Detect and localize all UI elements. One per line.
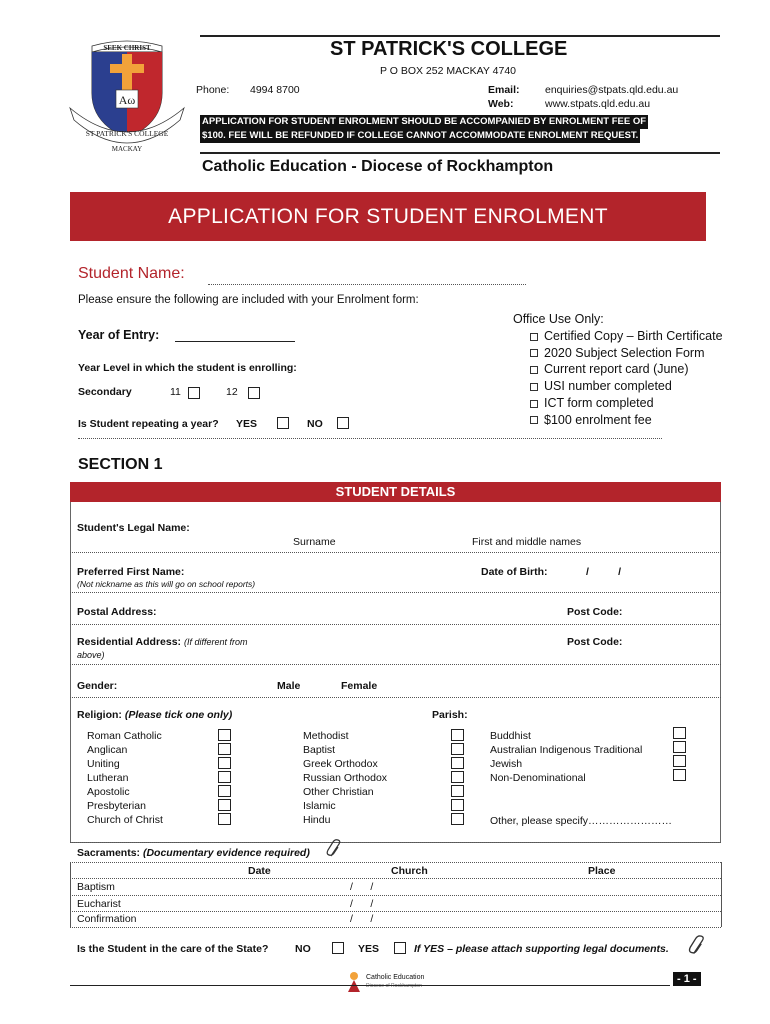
legal-name-field[interactable] (70, 552, 721, 553)
year-of-entry-label: Year of Entry: (78, 328, 160, 342)
residential-postcode-label: Post Code: (567, 636, 623, 648)
first-middle-label: First and middle names (472, 536, 582, 548)
office-use-item[interactable]: 2020 Subject Selection Form (530, 345, 723, 362)
residential-note: above) (77, 650, 105, 660)
gender-female-option[interactable]: Female (341, 680, 378, 692)
religion-option-label: Anglican (87, 744, 128, 756)
surname-label: Surname (293, 536, 336, 548)
header-bottom-rule (200, 152, 720, 154)
sac-date-header: Date (248, 865, 271, 877)
religion-checkbox[interactable] (451, 813, 464, 825)
form-title-bar (70, 192, 706, 241)
postal-address-field[interactable] (70, 624, 721, 625)
office-use-item[interactable]: ICT form completed (530, 395, 723, 412)
religion-option-label: Baptist (303, 744, 336, 756)
phone-label: Phone: (196, 84, 230, 96)
web-value: www.stpats.qld.edu.au (545, 98, 651, 110)
phone-value: 4994 8700 (250, 84, 300, 96)
state-care-label: Is the Student in the care of the State? (77, 943, 269, 955)
diocese-title: Catholic Education - Diocese of Rockhampton (202, 158, 554, 175)
nickname-note: (Not nickname as this will go on school reports) (77, 579, 256, 589)
web-label: Web: (488, 98, 514, 110)
divider (70, 911, 721, 912)
religion-option-label: Islamic (303, 800, 336, 812)
divider (70, 842, 721, 843)
religion-checkboxes-1 (218, 729, 231, 827)
footer-logo-sub: Diocese of Rockhampton (366, 983, 422, 989)
religion-checkbox[interactable] (218, 729, 231, 741)
header-top-rule (200, 35, 720, 37)
notice-line-2: $100. FEE WILL BE REFUNDED IF COLLEGE CANNOT ACCOMMODATE ENROLMENT REQUEST. (202, 130, 639, 141)
sacraments-table-border (70, 862, 71, 927)
email-value: enquiries@stpats.qld.edu.au (545, 84, 679, 96)
student-name-field[interactable] (208, 284, 526, 285)
office-use-item[interactable]: Current report card (June) (530, 361, 723, 378)
sac-church-header: Church (391, 865, 428, 877)
divider (70, 878, 721, 879)
religion-list-3 (490, 729, 642, 785)
religion-checkboxes-2 (451, 729, 464, 827)
religion-checkbox[interactable] (673, 755, 686, 767)
office-use-item[interactable]: USI number completed (530, 378, 723, 395)
school-name: ST PATRICK'S COLLEGE (330, 38, 568, 60)
preferred-name-label: Preferred First Name: (77, 566, 185, 578)
logo-school-text: ST PATRICK'S COLLEGE (85, 129, 169, 138)
student-details-box (70, 482, 721, 843)
office-use-item[interactable]: $100 enrolment fee (530, 412, 723, 429)
student-details-header (70, 482, 721, 502)
student-details-title: STUDENT DETAILS (335, 484, 456, 499)
religion-option-label: Other Christian (303, 786, 374, 798)
religion-checkbox[interactable] (218, 771, 231, 783)
sacraments-table-border (721, 862, 722, 927)
religion-option-label: Church of Christ (87, 814, 163, 826)
repeating-label: Is Student repeating a year? (78, 418, 219, 430)
religion-option-label: Buddhist (490, 730, 531, 742)
religion-checkbox[interactable] (673, 769, 686, 781)
secondary-label: Secondary (78, 386, 132, 398)
office-use-item[interactable]: Certified Copy – Birth Certificate (530, 328, 723, 345)
parish-label: Parish: (432, 709, 468, 721)
postal-postcode-label: Post Code: (567, 606, 623, 618)
year-11-checkbox[interactable] (188, 387, 200, 399)
religion-list-1 (87, 729, 163, 827)
other-religion-field[interactable]: Other, please specify…………………… (490, 815, 673, 827)
state-care-yes-checkbox[interactable] (394, 942, 406, 954)
po-box: P O BOX 252 MACKAY 4740 (380, 65, 516, 77)
sacrament-baptism-date[interactable]: / / (350, 881, 374, 893)
religion-option-label: Uniting (87, 758, 120, 770)
religion-checkbox[interactable] (218, 813, 231, 825)
page-number: - 1 - (673, 972, 701, 986)
state-care-yes-label: YES (358, 943, 380, 955)
religion-checkbox[interactable] (451, 743, 464, 755)
office-use-title: Office Use Only: (513, 312, 604, 326)
sacrament-baptism-label: Baptism (77, 881, 115, 893)
religion-checkbox[interactable] (451, 799, 464, 811)
year-12-label: 12 (226, 386, 238, 398)
notice-line-1: APPLICATION FOR STUDENT ENROLMENT SHOULD BE ACCOMPANIED BY ENROLMENT FEE OF (202, 116, 647, 127)
footer-rule (70, 985, 670, 986)
gender-label: Gender: (77, 680, 118, 692)
dob-field[interactable]: / / (586, 566, 622, 578)
religion-checkbox[interactable] (673, 727, 686, 739)
sacraments-label: Sacraments: (Documentary evidence required) (77, 847, 310, 859)
religion-option-label: Jewish (490, 758, 523, 770)
religion-checkbox[interactable] (451, 729, 464, 741)
repeating-yes-checkbox[interactable] (277, 417, 289, 429)
legal-name-label: Student's Legal Name: (77, 522, 190, 534)
religion-option-label: Hindu (303, 814, 331, 826)
email-label: Email: (488, 84, 520, 96)
religion-option-label: Methodist (303, 730, 349, 742)
religion-checkbox[interactable] (218, 785, 231, 797)
religion-checkbox[interactable] (451, 785, 464, 797)
religion-checkbox[interactable] (218, 743, 231, 755)
residential-address-label: Residential Address: (If different from (77, 636, 248, 648)
religion-option-label: Lutheran (87, 772, 129, 784)
state-care-no-checkbox[interactable] (332, 942, 344, 954)
paperclip-icon (688, 934, 708, 963)
religion-option-label: Apostolic (87, 786, 130, 798)
religion-checkbox[interactable] (218, 757, 231, 769)
student-name-label: Student Name: (78, 265, 185, 282)
divider (78, 438, 662, 439)
religion-checkboxes-3 (673, 727, 686, 783)
religion-option-label: Presbyterian (87, 800, 146, 812)
sacrament-confirmation-label: Confirmation (77, 913, 137, 925)
religion-checkbox[interactable] (451, 757, 464, 769)
year-12-checkbox[interactable] (248, 387, 260, 399)
state-care-note: If YES – please attach supporting legal documents. (414, 943, 669, 955)
religion-checkbox[interactable] (218, 799, 231, 811)
residential-address-field[interactable] (70, 664, 721, 665)
religion-checkbox[interactable] (673, 741, 686, 753)
logo-alpha-omega: Aω (118, 93, 136, 107)
enrolment-fee-notice (200, 115, 706, 143)
year-of-entry-field[interactable] (175, 341, 295, 342)
sacrament-confirmation-date[interactable]: / / (350, 913, 374, 925)
religion-list-2 (303, 729, 387, 827)
divider (70, 697, 721, 698)
divider (70, 895, 721, 896)
paperclip-icon (326, 838, 344, 865)
religion-checkbox[interactable] (451, 771, 464, 783)
section-1-title: SECTION 1 (78, 456, 163, 473)
logo-mackay-text: MACKAY (111, 145, 143, 153)
sacrament-eucharist-label: Eucharist (77, 898, 121, 910)
repeating-no-checkbox[interactable] (337, 417, 349, 429)
year-level-label: Year Level in which the student is enrolling: (78, 362, 297, 374)
state-care-no-label: NO (295, 943, 311, 955)
religion-label: Religion: (Please tick one only) (77, 709, 233, 721)
logo-motto: SEEK CHRIST (103, 44, 151, 52)
year-11-label: 11 (170, 386, 181, 398)
religion-option-label: Australian Indigenous Traditional (490, 744, 643, 756)
postal-address-label: Postal Address: (77, 606, 157, 618)
college-crest-logo (62, 38, 192, 158)
office-use-list (530, 328, 723, 428)
divider (70, 927, 721, 928)
repeating-yes-label: YES (236, 418, 258, 430)
gender-male-option[interactable]: Male (277, 680, 301, 692)
divider (70, 862, 721, 863)
footer-logo-text: Catholic Education (366, 974, 425, 981)
form-title: APPLICATION FOR STUDENT ENROLMENT (168, 204, 608, 228)
dob-label: Date of Birth: (481, 566, 548, 578)
repeating-no-label: NO (307, 418, 323, 430)
religion-option-label: Russian Orthodox (303, 772, 388, 784)
catholic-education-logo (345, 970, 424, 994)
religion-option-label: Non-Denominational (490, 772, 586, 784)
divider (70, 592, 721, 593)
religion-option-label: Greek Orthodox (303, 758, 378, 770)
ensure-text: Please ensure the following are included with your Enrolment form: (78, 294, 419, 306)
sac-place-header: Place (588, 865, 616, 877)
sacrament-eucharist-date[interactable]: / / (350, 898, 374, 910)
religion-option-label: Roman Catholic (87, 730, 162, 742)
